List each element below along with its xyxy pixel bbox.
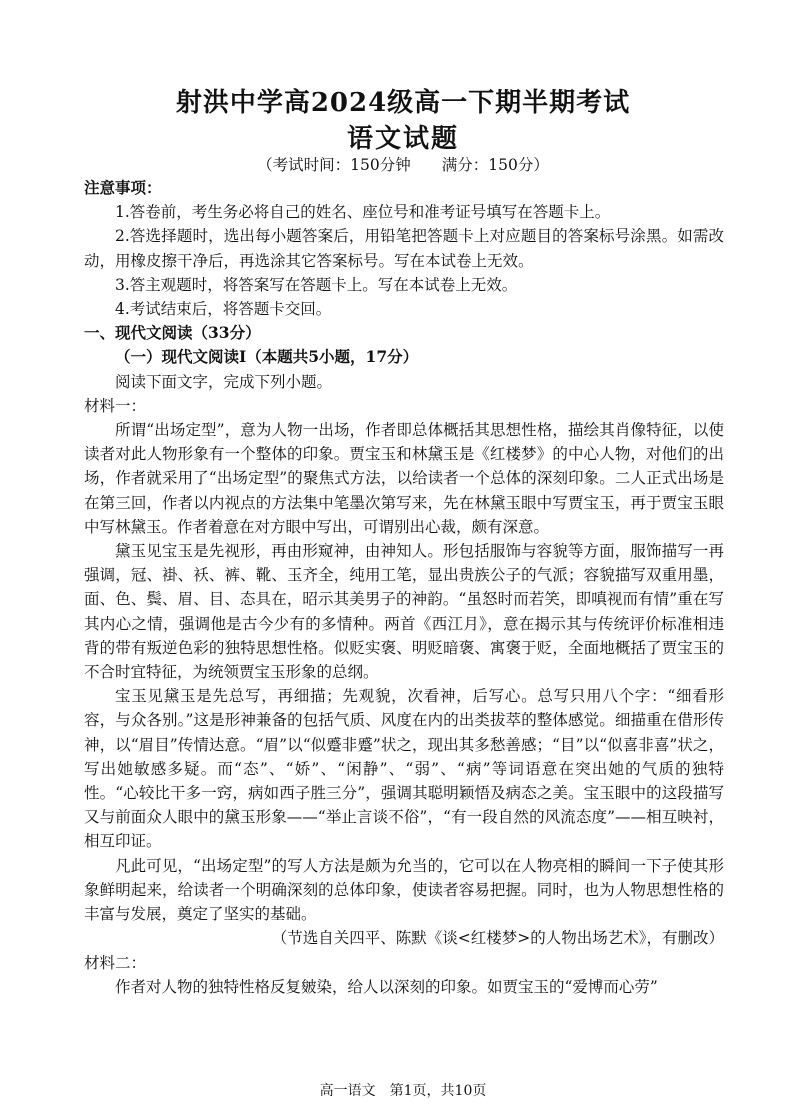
exam-info: （考试时间：150分钟 满分：150分） (257, 156, 549, 174)
material-1-paragraph: 宝玉见黛玉是先总写，再细描；先观貌，次看神，后写心。总写只用八个字：“细看形容，与众各别。”这是形神兼备的包括气质、风度在内的出类拔萃的整体感觉。细描重在借形传神，以“眉目”传情达意。“眉”以“似蹙非蹙”状之，现出其多愁善感；“目”以“似喜非喜”状之，写出她敏感多疑。而“态”、“娇”、“闲静”、“弱”、“病”等词语意在突出她的气质的独特性。“心较比干多一窍，病如西子胜三分”，强调其聪明颖悟及病态之美。宝玉眼中的这段描写又与前面众人眼中的黛玉形象——“举止言谈不俗”，“有一段自然的风流态度”——相互映衬，相互印证。 (84, 687, 724, 851)
material-1-paragraph: 凡此可见，“出场定型”的写人方法是颇为允当的，它可以在人物亮相的瞬间一下子使其形象鲜明起来，给读者一个明确深刻的总体印象，使读者容易把握。同时，也为人物思想性格的丰富与发展，奠定了坚实的基础。 (84, 856, 724, 924)
reading-instruction: 阅读下面文字，完成下列小题。 (115, 372, 333, 391)
material-2-paragraph: 作者对人物的独特性格反复皴染，给人以深刻的印象。如贾宝玉的“爱博而心劳” (115, 977, 658, 996)
material-1-paragraph: 所谓“出场定型”，意为人物一出场，作者即总体概括其思想性格，描绘其肖像特征，以使读者对此人物形象有一个整体的印象。贾宝玉和林黛玉是《红楼梦》的中心人物，对他们的出场，作者就采用了“出场定型”的聚焦式方法，以给读者一个总体的深刻印象。二人正式出场是在第三回，作者以内视点的方法集中笔墨次第写来，先在林黛玉眼中写贾宝玉，再于贾宝玉眼中写林黛玉。作者着意在对方眼中写出，可谓别出心裁，颇有深意。 (84, 421, 724, 536)
notice-item-3: 3.答主观题时，将答案写在答题卡上。写在本试卷上无效。 (115, 275, 518, 294)
exam-body (84, 176, 724, 999)
material-1-label: 材料一： (84, 396, 147, 415)
material-2-label: 材料二： (84, 953, 147, 972)
notice-item-2: 2.答选择题时，选出每小题答案后，用铅笔把答题卡上对应题目的答案标号涂黑。如需改动，用橡皮擦干净后，再选涂其它答案标号。写在本试卷上无效。 (84, 227, 724, 270)
subsection-heading: （一）现代文阅读Ⅰ（本题共5小题，17分） (115, 347, 419, 367)
material-1-source: （节选自关四平、陈默《谈<红楼梦>的人物出场艺术》，有删改） (271, 929, 724, 948)
exam-subject-title: 语文试题 (346, 124, 459, 154)
material-1-paragraph: 黛玉见宝玉是先视形，再由形窥神，由神知人。形包括服饰与容貌等方面，服饰描写一再强调，冠、褂、袄、裤、靴、玉齐全，纯用工笔，显出贵族公子的气派；容貌描写双重用墨，面、色、鬓、眉、目、态具在，昭示其美男子的神韵。“虽怒时而若笑，即嗔视而有情”重在写其内心之情，强调他是古今少有的多情种。两首《西江月》，意在揭示其与传统评价标准相违背的带有叛逆色彩的独特思想性格。似贬实褒、明贬暗褒、寓褒于贬，全面地概括了贾宝玉的不合时宜特征，为统领贾宝玉形象的总纲。 (84, 542, 724, 682)
notice-item-4: 4.考试结束后，将答题卡交回。 (115, 300, 332, 319)
page-footer: 高一语文 第1页，共10页 (319, 1083, 487, 1099)
notice-item-1: 1.答卷前，考生务必将自己的姓名、座位号和准考证号填写在答题卡上。 (115, 203, 611, 222)
exam-title: 射洪中学高2024级高一下期半期考试 (175, 88, 631, 118)
section-heading: 一、现代文阅读（33分） (84, 323, 261, 343)
notice-heading: 注意事项： (84, 178, 162, 197)
